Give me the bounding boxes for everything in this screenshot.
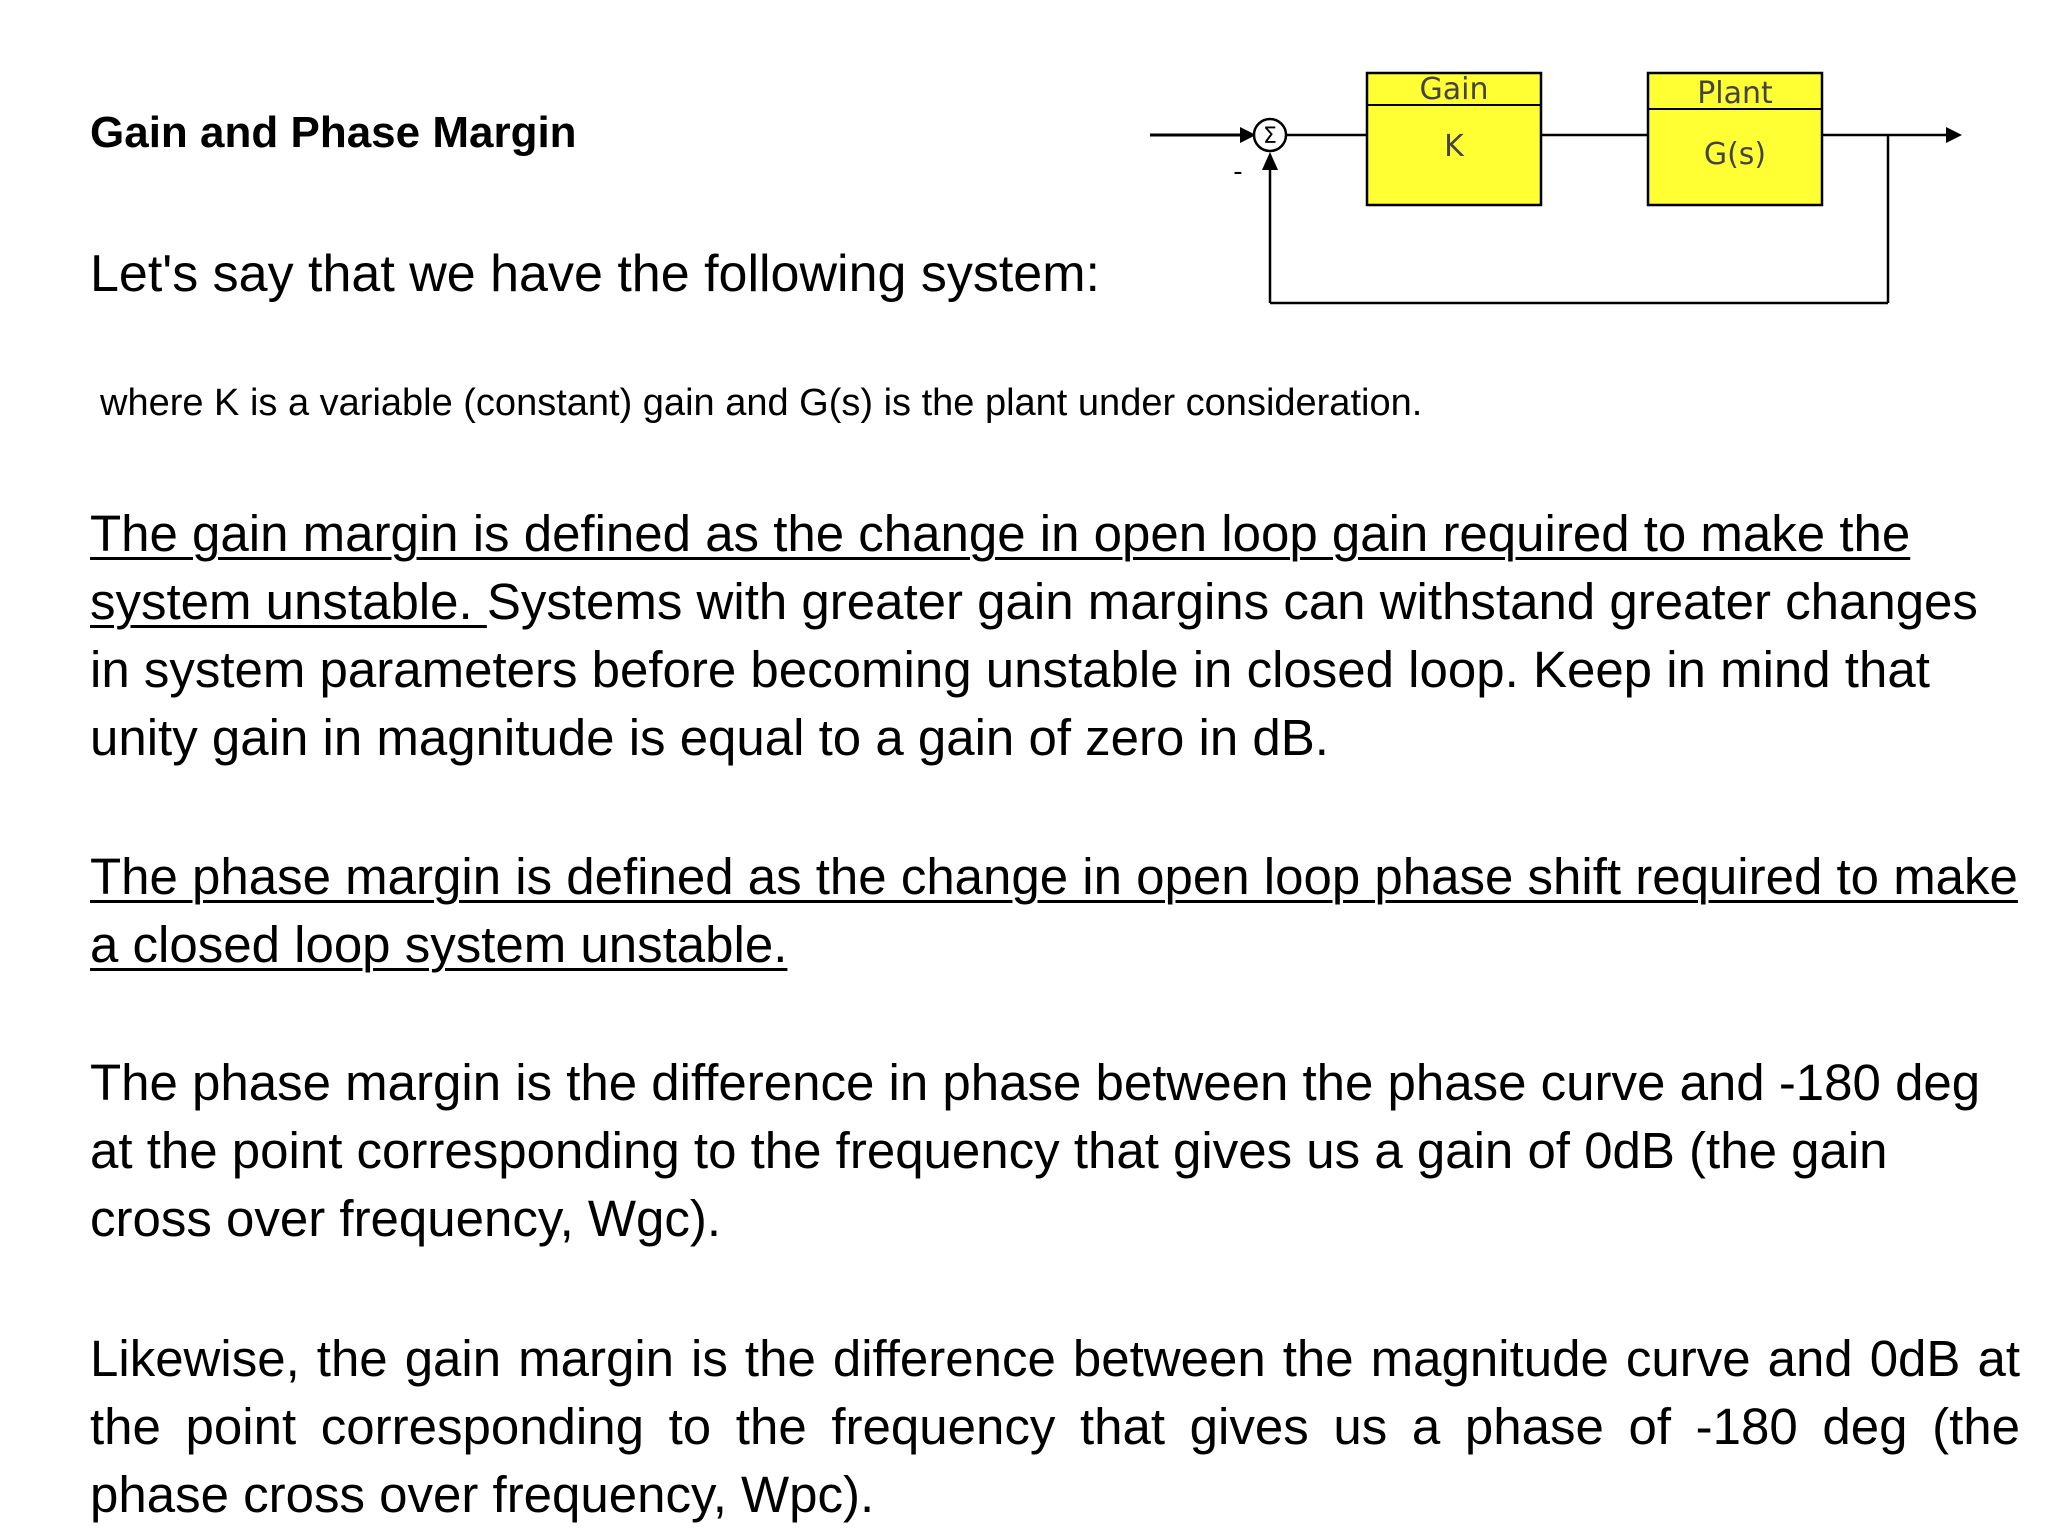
gain-block-title: Gain bbox=[1419, 72, 1489, 107]
page-title: Gain and Phase Margin bbox=[90, 108, 577, 157]
intro-text: Let's say that we have the following system: bbox=[90, 245, 1100, 303]
summer-symbol: Σ bbox=[1263, 124, 1277, 149]
feedback-arrowhead bbox=[1262, 152, 1278, 170]
minus-sign: - bbox=[1233, 157, 1243, 187]
gain-margin-definition-underlined: The gain margin is defined as the change in open loop gain required to make the system unstable. bbox=[90, 505, 1911, 630]
gain-margin-definition bbox=[90, 500, 2020, 772]
feedback-block-diagram bbox=[1140, 60, 1980, 320]
gain-margin-definition-rest: Systems with greater gain margins can withstand greater changes in system parameters before becoming unstable in closed loop. Keep in mind that unity gain in magnitude is equal to a gain of zero in dB. bbox=[90, 573, 1978, 766]
plant-block-label: G(s) bbox=[1703, 137, 1767, 172]
gain-block-label: K bbox=[1444, 129, 1464, 164]
where-text: where K is a variable (constant) gain and G(s) is the plant under consideration. bbox=[100, 382, 1423, 424]
output-arrowhead bbox=[1946, 127, 1962, 143]
plant-block-title: Plant bbox=[1697, 76, 1773, 111]
phase-margin-explanation: The phase margin is the difference in phase between the phase curve and -180 deg at the point corresponding to the frequency that gives us a gain of 0dB (the gain cross over frequency, Wgc). bbox=[90, 1054, 1981, 1247]
phase-margin-definition-underlined: The phase margin is defined as the change in open loop phase shift required to make a closed loop system unstable. bbox=[90, 848, 2018, 973]
phase-margin-definition bbox=[90, 843, 2020, 979]
gain-margin-explanation: Likewise, the gain margin is the difference between the magnitude curve and 0dB at the point corresponding to the frequency that gives us a phase of -180 deg (the phase cross over frequency, Wpc). bbox=[90, 1330, 2020, 1523]
